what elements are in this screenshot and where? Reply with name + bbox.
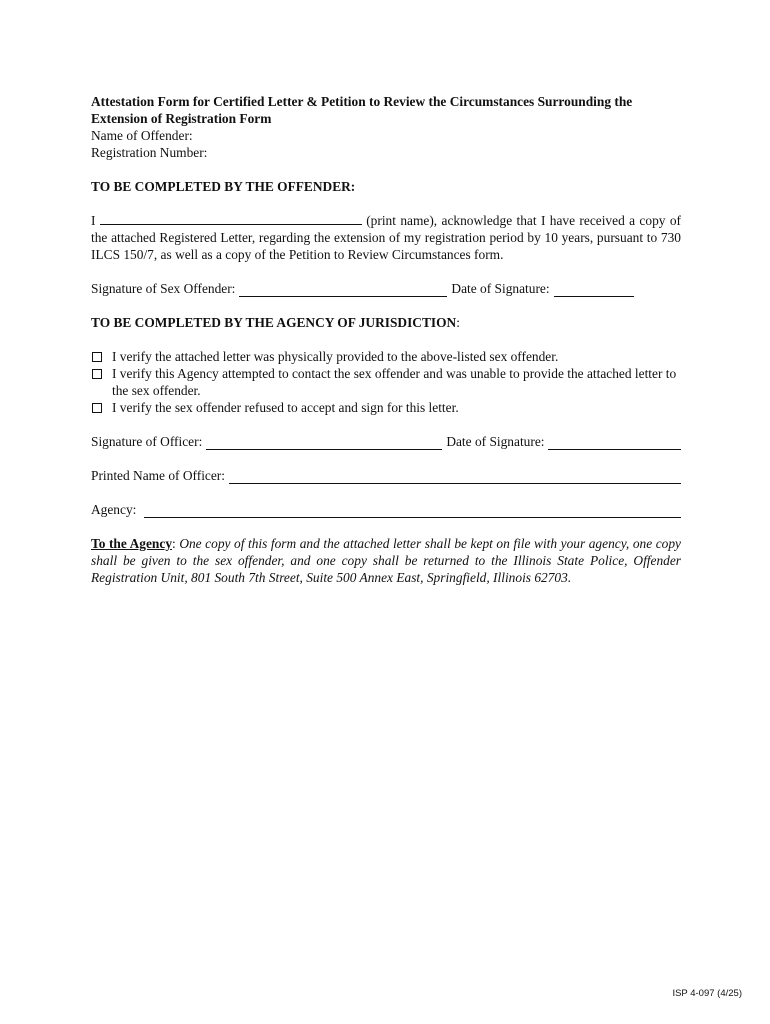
checkbox-icon[interactable]: [92, 352, 102, 362]
ack-text: (print name), acknowledge that I have received a copy of the attached Registered Letter, regarding the extension of my registration period by 10 years, pursuant to 730 ILCS 150/7, as well as a copy of the Petition to Review Circumstances form.: [91, 213, 681, 262]
officer-signature-row: [91, 433, 681, 450]
officer-signature-label: Signature of Officer:: [91, 434, 203, 449]
offender-signature-blank[interactable]: [239, 284, 447, 297]
note-lead: To the Agency: [91, 536, 173, 551]
ack-prefix: I: [91, 213, 96, 228]
agency-heading-suffix: :: [456, 315, 460, 330]
officer-signature-blank[interactable]: [206, 437, 442, 450]
name-of-offender-label: Name of Offender:: [91, 128, 193, 143]
checkbox-icon[interactable]: [92, 403, 102, 413]
check-item-refused[interactable]: [91, 399, 681, 416]
form-page: [91, 93, 681, 586]
form-number: ISP 4-097 (4/25): [672, 988, 742, 999]
offender-date-label: Date of Signature:: [451, 281, 550, 296]
offender-section-heading: TO BE COMPLETED BY THE OFFENDER:: [91, 179, 356, 194]
acknowledgement-paragraph: [91, 212, 681, 263]
check-item-unable[interactable]: [91, 365, 681, 399]
printed-name-label: Printed Name of Officer:: [91, 468, 225, 483]
check-item-provided[interactable]: [91, 348, 681, 365]
officer-date-label: Date of Signature:: [446, 434, 545, 449]
registration-number-label: Registration Number:: [91, 145, 208, 160]
print-name-blank[interactable]: [100, 212, 362, 225]
check-label: I verify this Agency attempted to contact the sex offender and was unable to provide the attached letter to the sex offender.: [112, 366, 677, 398]
note-lead-suffix: :: [172, 536, 176, 551]
verification-checklist: [91, 348, 681, 416]
note-body: One copy of this form and the attached letter shall be kept on file with your agency, one copy shall be given to the sex offender, and one copy shall be returned to the Illinois State Police, Offender Registration Unit, 801 South 7th Street, Suite 500 Annex East, Springfield, Illinois 62703.: [91, 536, 681, 585]
agency-label: Agency:: [91, 502, 137, 517]
printed-name-blank[interactable]: [229, 470, 681, 484]
printed-name-row: [91, 467, 681, 484]
agency-row: [91, 501, 681, 518]
agency-blank[interactable]: [144, 504, 681, 518]
agency-heading-text: TO BE COMPLETED BY THE AGENCY OF JURISDICTION: [91, 315, 457, 330]
check-label: I verify the sex offender refused to accept and sign for this letter.: [112, 400, 459, 415]
checkbox-icon[interactable]: [92, 369, 102, 379]
offender-signature-label: Signature of Sex Offender:: [91, 281, 236, 296]
check-label: I verify the attached letter was physically provided to the above-listed sex offender.: [112, 349, 559, 364]
offender-date-blank[interactable]: [554, 284, 634, 297]
form-title: Attestation Form for Certified Letter & Petition to Review the Circumstances Surrounding the Extension of Registration Form: [91, 94, 633, 126]
offender-signature-row: [91, 280, 681, 297]
agency-section-heading: [91, 314, 681, 331]
officer-date-blank[interactable]: [548, 436, 681, 450]
agency-instructions: [91, 535, 681, 586]
